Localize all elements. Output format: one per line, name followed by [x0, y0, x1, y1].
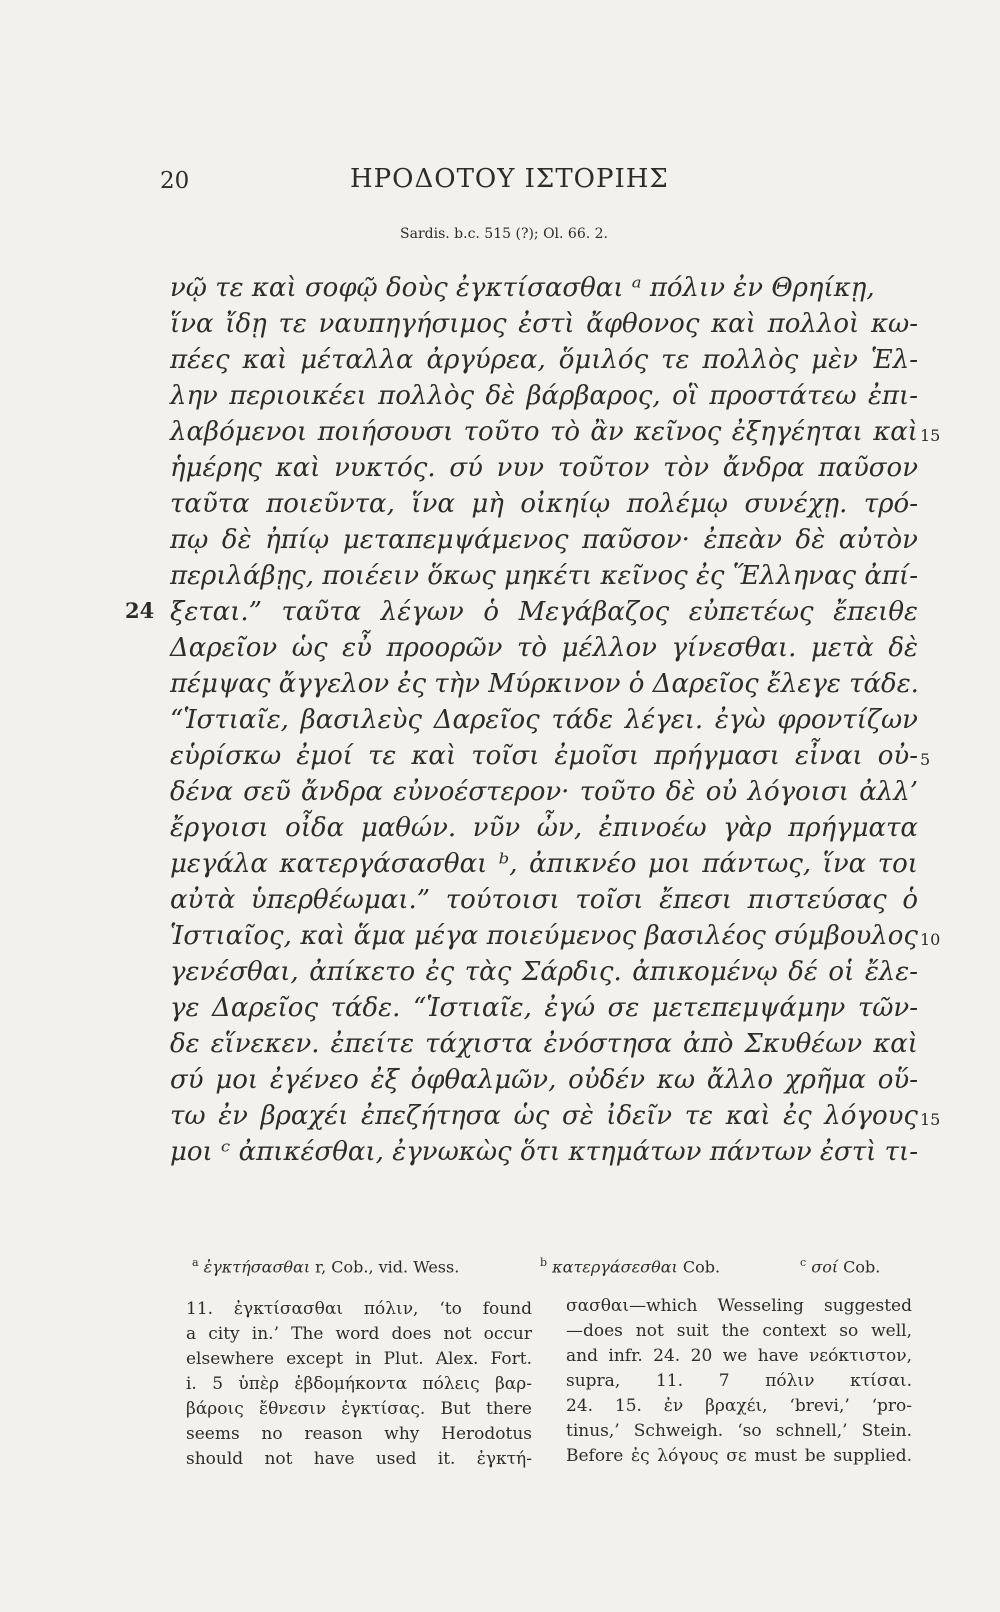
- page-number: 20: [160, 168, 190, 194]
- note-line: and infr. 24. 20 we have νεόκτιστον,: [566, 1346, 912, 1366]
- note-line: a city in.’ The word does not occur: [186, 1324, 532, 1344]
- note-line: —does not suit the context so well,: [566, 1321, 912, 1341]
- note-line: elsewhere except in Plut. Alex. Fort.: [186, 1349, 532, 1369]
- text-line: λην περιοικέει πολλὸς δὲ βάρβαρος, οἳ προστάτεω ἐπι-: [170, 381, 918, 411]
- apparatus-note-a: $^a$ ἐγκτήσασθαι r, Cob., vid. Wess.: [192, 1256, 460, 1277]
- text-line: πέες καὶ μέταλλα ἀργύρεα, ὅμιλός τε πολλὸς μὲν Ἑλ-: [170, 345, 918, 375]
- text-line: γε Δαρεῖος τάδε. “Ἱστιαῖε, ἐγώ σε μετεπεμψάμην τῶν-: [170, 993, 918, 1023]
- text-line: τω ἐν βραχέι ἐπεζήτησα ὡς σὲ ἰδεῖν τε καὶ ἐς λόγους: [170, 1101, 918, 1131]
- text-line: περιλάβῃς, ποιέειν ὅκως μηκέτι κεῖνος ἐς Ἕλληνας ἀπί-: [170, 561, 918, 591]
- line-number: 15: [920, 426, 941, 445]
- text-line: εὑρίσκω ἐμοί τε καὶ τοῖσι ἐμοῖσι πρήγμασι εἶναι οὐ-: [170, 741, 918, 771]
- text-line: μεγάλα κατεργάσασθαι ᵇ, ἀπικνέο μοι πάντως, ἵνα τοι: [170, 849, 918, 879]
- line-number: 10: [920, 930, 941, 949]
- text-line: λαβόμενοι ποιήσουσι τοῦτο τὸ ἂν κεῖνος ἐξηγέηται καὶ: [170, 417, 918, 447]
- note-line: should not have used it. ἐγκτή-: [186, 1449, 532, 1469]
- line-number: 5: [920, 750, 931, 769]
- note-line: seems no reason why Herodotus: [186, 1424, 532, 1444]
- note-line: 24. 15. ἐν βραχέι, ‘brevi,’ ‘pro-: [566, 1396, 912, 1416]
- text-line: ἡμέρης καὶ νυκτός. σύ νυν τοῦτον τὸν ἄνδρα παῦσον: [170, 453, 918, 483]
- text-line: δε εἵνεκεν. ἐπείτε τάχιστα ἐνόστησα ἀπὸ Σκυθέων καὶ: [170, 1029, 918, 1059]
- section-number: 24: [125, 598, 155, 623]
- text-line: ἔργοισι οἶδα μαθών. νῦν ὦν, ἐπινοέω γὰρ πρήγματα: [170, 813, 918, 843]
- text-line: ξεται.” ταῦτα λέγων ὁ Μεγάβαζος εὐπετέως ἔπειθε: [170, 597, 918, 627]
- note-line: i. 5 ὑπὲρ ἑβδομήκοντα πόλεις βαρ-: [186, 1374, 532, 1394]
- running-head: ΗΡΟΔΟΤΟΥ ΙΣΤΟΡΙΗΣ: [350, 164, 669, 194]
- note-line: 11. ἐγκτίσασθαι πόλιν, ‘to found: [186, 1299, 532, 1319]
- text-line: ἵνα ἴδῃ τε ναυπηγήσιμος ἐστὶ ἄφθονος καὶ πολλοὶ κω-: [170, 309, 918, 339]
- apparatus-note-b: $^b$ κατεργάσεσθαι Cob.: [540, 1256, 721, 1277]
- text-line: “Ἱστιαῖε, βασιλεὺς Δαρεῖος τάδε λέγει. ἐγὼ φροντίζων: [170, 705, 918, 735]
- text-line: σύ μοι ἐγένεο ἐξ ὀφθαλμῶν, οὐδέν κω ἄλλο χρῆμα οὕ-: [170, 1065, 918, 1095]
- note-line: supra, 11. 7 πόλιν κτίσαι.: [566, 1371, 912, 1391]
- note-line: tinus,’ Schweigh. ‘so schnell,’ Stein.: [566, 1421, 912, 1441]
- text-line: πῳ δὲ ἠπίῳ μεταπεμψάμενος παῦσον· ἐπεὰν δὲ αὐτὸν: [170, 525, 918, 555]
- text-line: πέμψας ἄγγελον ἐς τὴν Μύρκινον ὁ Δαρεῖος ἔλεγε τάδε.: [170, 669, 919, 699]
- apparatus-note-c: $^c$ σοί Cob.: [800, 1256, 881, 1277]
- text-line: δένα σεῦ ἄνδρα εὐνοέστερον· τοῦτο δὲ οὐ λόγοισι ἀλλ’: [170, 777, 918, 807]
- text-line: γενέσθαι, ἀπίκετο ἐς τὰς Σάρδις. ἀπικομένῳ δέ οἱ ἔλε-: [170, 957, 918, 987]
- context-line: Sardis. b.c. 515 (?); Ol. 66. 2.: [400, 226, 609, 242]
- line-number: 15: [920, 1110, 941, 1129]
- note-line: βάροις ἔθνεσιν ἐγκτίσας. But there: [186, 1399, 532, 1419]
- text-line: αὐτὰ ὑπερθέωμαι.” τούτοισι τοῖσι ἔπεσι πιστεύσας ὁ: [170, 885, 918, 915]
- note-line: Before ἐς λόγους σε must be supplied.: [566, 1446, 912, 1466]
- note-line: σασθαι—which Wesseling suggested: [566, 1296, 912, 1316]
- text-line: μοι ᶜ ἀπικέσθαι, ἐγνωκὼς ὅτι κτημάτων πάντων ἐστὶ τι-: [170, 1137, 918, 1167]
- text-line: ταῦτα ποιεῦντα, ἵνα μὴ οἰκηίῳ πολέμῳ συνέχῃ. τρό-: [170, 489, 918, 519]
- text-line: νῷ τε καὶ σοφῷ δοὺς ἐγκτίσασθαι ᵃ πόλιν ἐν Θρηίκῃ,: [170, 273, 875, 303]
- text-line: Ἱστιαῖος, καὶ ἅμα μέγα ποιεύμενος βασιλέος σύμβουλος: [170, 921, 918, 951]
- text-line: Δαρεῖον ὡς εὖ προορῶν τὸ μέλλον γίνεσθαι. μετὰ δὲ: [170, 633, 918, 663]
